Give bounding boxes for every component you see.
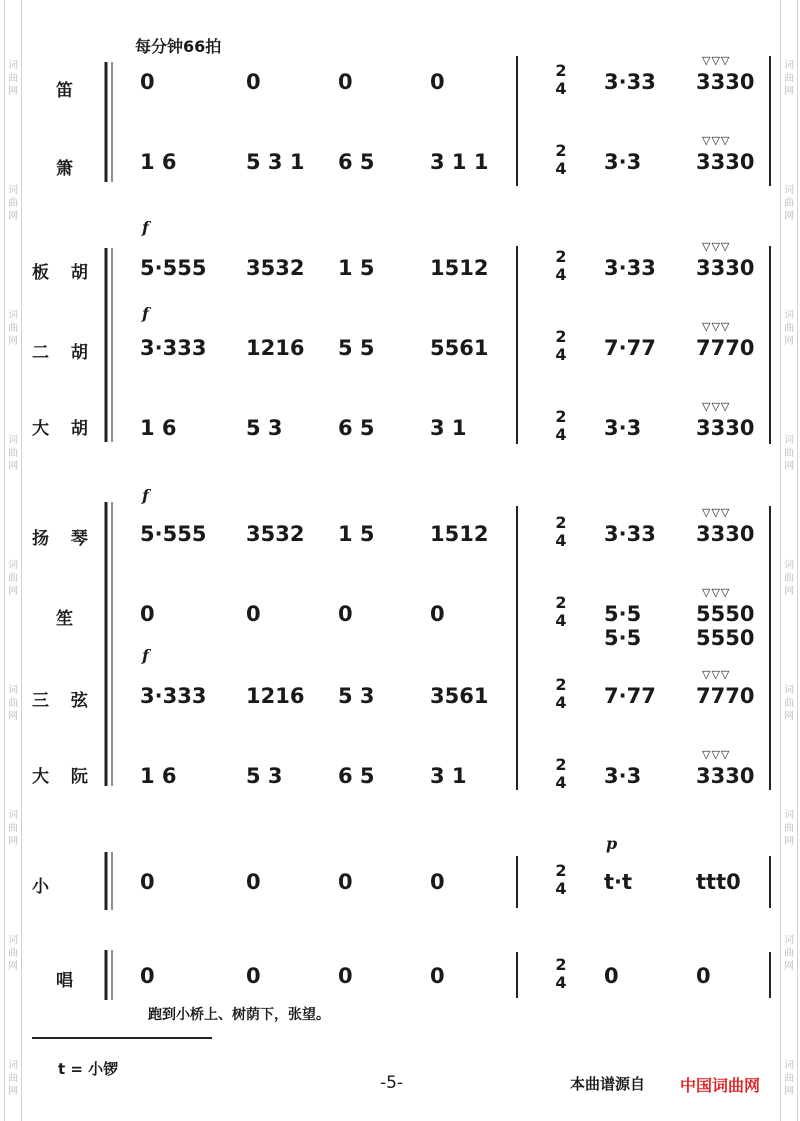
watermark-char: 曲 bbox=[784, 73, 794, 84]
note-erhu-1: 1216 bbox=[246, 336, 305, 360]
watermark-char: 曲 bbox=[784, 448, 794, 459]
note-dahu-5: 3330 bbox=[696, 416, 755, 440]
instrument-label-daruan: 大 阮 bbox=[32, 767, 96, 787]
instrument-label-di: 笛 bbox=[56, 81, 81, 101]
note-sanxian-2: 5 3 bbox=[338, 684, 375, 708]
time-signature-top: 2 bbox=[555, 327, 567, 346]
time-signature-bottom: 4 bbox=[555, 693, 567, 712]
note-sanxian-1: 1216 bbox=[246, 684, 305, 708]
note-yangqin-1: 3532 bbox=[246, 522, 305, 546]
watermark-char: 曲 bbox=[784, 573, 794, 584]
note-sanxian-4: 7·77 bbox=[604, 684, 656, 708]
note-sanxian-3: 3561 bbox=[430, 684, 489, 708]
watermark-char: 词 bbox=[784, 310, 794, 321]
source-site: 中国词曲网 bbox=[680, 1076, 761, 1095]
accent-marks: ▽▽▽ bbox=[702, 586, 731, 599]
note-di-3: 0 bbox=[430, 70, 445, 94]
watermark-char: 网 bbox=[784, 461, 794, 472]
instrument-label-yangqin: 扬 琴 bbox=[32, 529, 96, 549]
note-sheng-lower-0: 5·5 bbox=[604, 626, 642, 650]
instrument-label-erhu: 二 胡 bbox=[32, 343, 96, 363]
watermark-char: 词 bbox=[8, 935, 18, 946]
note-sheng-4: 5·5 bbox=[604, 602, 642, 626]
note-di-0: 0 bbox=[140, 70, 155, 94]
time-signature bbox=[553, 514, 569, 550]
accent-marks: ▽▽▽ bbox=[702, 320, 731, 333]
note-di-4: 3·33 bbox=[604, 70, 656, 94]
accent-marks: ▽▽▽ bbox=[702, 748, 731, 761]
time-signature bbox=[553, 408, 569, 444]
watermark-char: 网 bbox=[8, 86, 18, 97]
note-yangqin-2: 1 5 bbox=[338, 522, 375, 546]
watermark-char: 曲 bbox=[8, 698, 18, 709]
watermark-char: 词 bbox=[8, 1060, 18, 1071]
note-di-5: 3330 bbox=[696, 70, 755, 94]
note-banhu-3: 1512 bbox=[430, 256, 489, 280]
note-sanxian-5: 7770 bbox=[696, 684, 755, 708]
time-signature-bottom: 4 bbox=[555, 531, 567, 550]
note-erhu-4: 7·77 bbox=[604, 336, 656, 360]
note-erhu-0: 3·333 bbox=[140, 336, 207, 360]
time-signature-top: 2 bbox=[555, 955, 567, 974]
source-label: 本曲谱源自 bbox=[570, 1075, 646, 1093]
note-di-1: 0 bbox=[246, 70, 261, 94]
watermark-char: 网 bbox=[784, 336, 794, 347]
watermark-char: 曲 bbox=[8, 448, 18, 459]
time-signature bbox=[553, 248, 569, 284]
note-chang-1: 0 bbox=[246, 964, 261, 988]
instrument-label-chang: 唱 bbox=[56, 971, 81, 991]
note-chang-2: 0 bbox=[338, 964, 353, 988]
note-xiao-2: 6 5 bbox=[338, 150, 375, 174]
note-xiaoluo-1: 0 bbox=[246, 870, 261, 894]
time-signature bbox=[553, 756, 569, 792]
time-signature-bottom: 4 bbox=[555, 879, 567, 898]
tempo-marking: 每分钟66拍 bbox=[135, 37, 222, 56]
watermark-char: 词 bbox=[784, 685, 794, 696]
time-signature bbox=[553, 956, 569, 992]
note-dahu-1: 5 3 bbox=[246, 416, 283, 440]
accent-marks: ▽▽▽ bbox=[702, 506, 731, 519]
time-signature-bottom: 4 bbox=[555, 973, 567, 992]
watermark-char: 网 bbox=[8, 461, 18, 472]
time-signature-top: 2 bbox=[555, 247, 567, 266]
time-signature-top: 2 bbox=[555, 141, 567, 160]
watermark-char: 网 bbox=[8, 211, 18, 222]
watermark-char: 词 bbox=[8, 685, 18, 696]
note-erhu-3: 5561 bbox=[430, 336, 489, 360]
note-chang-0: 0 bbox=[140, 964, 155, 988]
note-daruan-3: 3 1 bbox=[430, 764, 467, 788]
note-yangqin-5: 3330 bbox=[696, 522, 755, 546]
watermark-char: 曲 bbox=[784, 948, 794, 959]
note-dahu-2: 6 5 bbox=[338, 416, 375, 440]
note-banhu-0: 5·555 bbox=[140, 256, 207, 280]
watermark-char: 网 bbox=[784, 1086, 794, 1097]
note-xiao-3: 3 1 1 bbox=[430, 150, 489, 174]
note-xiao-4: 3·3 bbox=[604, 150, 642, 174]
note-daruan-4: 3·3 bbox=[604, 764, 642, 788]
accent-marks: ▽▽▽ bbox=[702, 240, 731, 253]
time-signature-bottom: 4 bbox=[555, 265, 567, 284]
note-xiaoluo-3: 0 bbox=[430, 870, 445, 894]
watermark-char: 词 bbox=[784, 185, 794, 196]
instrument-label-sanxian: 三 弦 bbox=[32, 691, 96, 711]
time-signature-top: 2 bbox=[555, 513, 567, 532]
dynamic-forte: f bbox=[142, 218, 149, 237]
watermark-char: 网 bbox=[8, 336, 18, 347]
instrument-label-xiaoluo: 小 bbox=[32, 877, 57, 897]
time-signature bbox=[553, 62, 569, 98]
watermark-char: 曲 bbox=[8, 73, 18, 84]
time-signature-bottom: 4 bbox=[555, 773, 567, 792]
watermark-char: 曲 bbox=[784, 198, 794, 209]
note-chang-5: 0 bbox=[696, 964, 711, 988]
note-banhu-2: 1 5 bbox=[338, 256, 375, 280]
watermark-char: 网 bbox=[784, 711, 794, 722]
watermark-char: 曲 bbox=[784, 1073, 794, 1084]
note-sheng-0: 0 bbox=[140, 602, 155, 626]
note-yangqin-4: 3·33 bbox=[604, 522, 656, 546]
watermark-char: 曲 bbox=[8, 198, 18, 209]
note-sheng-2: 0 bbox=[338, 602, 353, 626]
time-signature-top: 2 bbox=[555, 61, 567, 80]
watermark-char: 网 bbox=[8, 586, 18, 597]
accent-marks: ▽▽▽ bbox=[702, 400, 731, 413]
watermark-char: 网 bbox=[8, 711, 18, 722]
note-di-2: 0 bbox=[338, 70, 353, 94]
watermark-char: 曲 bbox=[784, 323, 794, 334]
watermark-char: 词 bbox=[784, 1060, 794, 1071]
note-daruan-0: 1 6 bbox=[140, 764, 177, 788]
note-banhu-1: 3532 bbox=[246, 256, 305, 280]
note-yangqin-0: 5·555 bbox=[140, 522, 207, 546]
time-signature-bottom: 4 bbox=[555, 159, 567, 178]
note-daruan-1: 5 3 bbox=[246, 764, 283, 788]
time-signature-top: 2 bbox=[555, 755, 567, 774]
time-signature-bottom: 4 bbox=[555, 79, 567, 98]
watermark-char: 网 bbox=[784, 586, 794, 597]
watermark-char: 曲 bbox=[8, 1073, 18, 1084]
page-number: -5- bbox=[380, 1073, 404, 1093]
watermark-char: 网 bbox=[8, 836, 18, 847]
time-signature-top: 2 bbox=[555, 675, 567, 694]
note-sheng-1: 0 bbox=[246, 602, 261, 626]
time-signature bbox=[553, 142, 569, 178]
time-signature-top: 2 bbox=[555, 593, 567, 612]
instrument-label-sheng: 笙 bbox=[56, 609, 81, 629]
watermark-char: 词 bbox=[784, 935, 794, 946]
instrument-label-dahu: 大 胡 bbox=[32, 419, 96, 439]
legend-note: t = 小锣 bbox=[58, 1060, 119, 1078]
note-sanxian-0: 3·333 bbox=[140, 684, 207, 708]
time-signature-bottom: 4 bbox=[555, 611, 567, 630]
watermark-char: 网 bbox=[784, 86, 794, 97]
watermark-char: 网 bbox=[8, 961, 18, 972]
note-banhu-5: 3330 bbox=[696, 256, 755, 280]
note-xiao-1: 5 3 1 bbox=[246, 150, 305, 174]
watermark-char: 曲 bbox=[784, 823, 794, 834]
accent-marks: ▽▽▽ bbox=[702, 134, 731, 147]
watermark-char: 词 bbox=[8, 560, 18, 571]
time-signature-bottom: 4 bbox=[555, 345, 567, 364]
time-signature bbox=[553, 676, 569, 712]
note-xiao-5: 3330 bbox=[696, 150, 755, 174]
watermark-char: 词 bbox=[784, 810, 794, 821]
watermark-char: 网 bbox=[784, 211, 794, 222]
note-xiaoluo-0: 0 bbox=[140, 870, 155, 894]
time-signature bbox=[553, 594, 569, 630]
note-erhu-5: 7770 bbox=[696, 336, 755, 360]
watermark-char: 曲 bbox=[8, 823, 18, 834]
dynamic-piano: p bbox=[606, 834, 618, 853]
accent-marks: ▽▽▽ bbox=[702, 668, 731, 681]
watermark-char: 词 bbox=[8, 810, 18, 821]
note-sheng-lower-1: 5550 bbox=[696, 626, 755, 650]
note-daruan-5: 3330 bbox=[696, 764, 755, 788]
time-signature-top: 2 bbox=[555, 407, 567, 426]
note-sheng-3: 0 bbox=[430, 602, 445, 626]
note-sheng-5: 5550 bbox=[696, 602, 755, 626]
note-chang-3: 0 bbox=[430, 964, 445, 988]
note-dahu-0: 1 6 bbox=[140, 416, 177, 440]
note-xiao-0: 1 6 bbox=[140, 150, 177, 174]
watermark-char: 网 bbox=[8, 1086, 18, 1097]
note-xiaoluo-4: t·t bbox=[604, 870, 633, 894]
time-signature bbox=[553, 328, 569, 364]
watermark-char: 词 bbox=[8, 60, 18, 71]
dynamic-forte: f bbox=[142, 304, 149, 323]
note-dahu-4: 3·3 bbox=[604, 416, 642, 440]
accent-marks: ▽▽▽ bbox=[702, 54, 731, 67]
watermark-char: 词 bbox=[8, 310, 18, 321]
watermark-char: 词 bbox=[784, 60, 794, 71]
watermark-char: 网 bbox=[784, 961, 794, 972]
note-daruan-2: 6 5 bbox=[338, 764, 375, 788]
watermark-char: 网 bbox=[784, 836, 794, 847]
dynamic-forte: f bbox=[142, 646, 149, 665]
stage-direction: 跑到小桥上、树荫下，张望。 bbox=[148, 1007, 330, 1023]
watermark-char: 词 bbox=[8, 435, 18, 446]
note-chang-4: 0 bbox=[604, 964, 619, 988]
watermark-char: 曲 bbox=[784, 698, 794, 709]
time-signature bbox=[553, 862, 569, 898]
note-erhu-2: 5 5 bbox=[338, 336, 375, 360]
note-xiaoluo-5: ttt0 bbox=[696, 870, 741, 894]
time-signature-bottom: 4 bbox=[555, 425, 567, 444]
note-banhu-4: 3·33 bbox=[604, 256, 656, 280]
watermark-char: 曲 bbox=[8, 948, 18, 959]
note-yangqin-3: 1512 bbox=[430, 522, 489, 546]
note-dahu-3: 3 1 bbox=[430, 416, 467, 440]
watermark-char: 词 bbox=[8, 185, 18, 196]
dynamic-forte: f bbox=[142, 486, 149, 505]
note-xiaoluo-2: 0 bbox=[338, 870, 353, 894]
time-signature-top: 2 bbox=[555, 861, 567, 880]
watermark-char: 曲 bbox=[8, 323, 18, 334]
watermark-char: 词 bbox=[784, 435, 794, 446]
watermark-char: 曲 bbox=[8, 573, 18, 584]
watermark-char: 词 bbox=[784, 560, 794, 571]
instrument-label-xiao: 箫 bbox=[56, 159, 81, 179]
instrument-label-banhu: 板 胡 bbox=[32, 263, 96, 283]
